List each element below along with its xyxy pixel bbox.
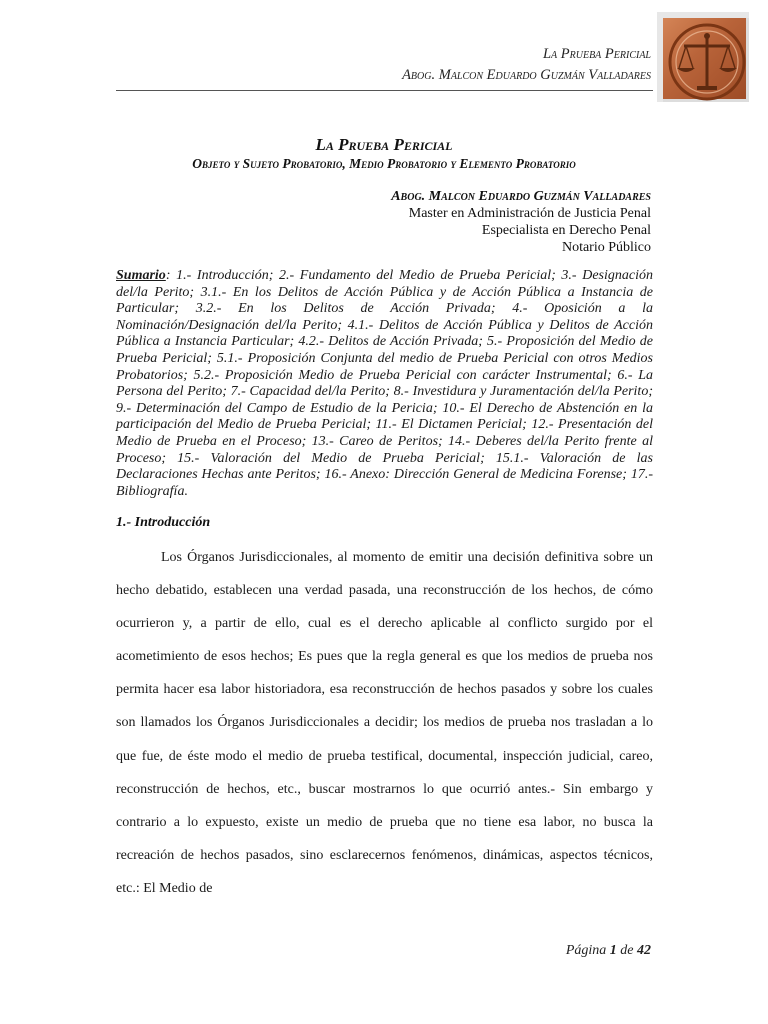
summary-text: : 1.- Introducción; 2.- Fundamento del Medio de Prueba Pericial; 3.- Designación del/la Perito; 3.1.- En los Delitos de Acción Pública y de Acción Pública a Instancia de Particular; 3.2.- En los Delitos de Acción Privada; 4.- Oposición a la Nominación/Designación del/la Perito; 4.1.- Delitos de Acción Pública y Delitos de Acción Pública a Instancia Particular; 4.2.- Delitos de Acción Privada; 5.- Proposición del Medio de Prueba Pericial; 5.1.- Proposición Conjunta del medio de Prueba Pericial con otros Medios Probatorios; 5.2.- Proposición Medio de Prueba Pericial con carácter Instrumental; 6.- La Persona del Perito; 7.- Capacidad del/la Perito; 8.- Investidura y Juramentación del/la Perito; 9.- Determinación del Campo de Estudio de la Pericia; 10.- El Derecho de Abstención en la participación del Medio de Prueba Pericial; 11.- El Dictamen Pericial; 12.- Presentación del Medio de Prueba en el Proceso; 13.- Careo de Peritos; 14.- Deberes del/la Perito frente al Proceso; 15.- Valoración del Medio de Prueba Pericial; 15.1.- Valoración de las Declaraciones Hechas ante Peritos; 16.- Anexo: Dirección General de Medicina Forense; 17.- Bibliografía.: [116, 268, 653, 499]
header-divider: [116, 90, 653, 91]
summary-label: Sumario: [116, 268, 166, 283]
document-title: La Prueba Pericial: [315, 135, 453, 154]
page-footer: [566, 943, 651, 959]
summary: [116, 268, 653, 500]
body-paragraph: [116, 541, 653, 905]
logo-frame: [657, 12, 749, 102]
of-label: de: [620, 943, 634, 958]
paragraph-text: Los Órganos Jurisdiccionales, al momento de emitir una decisión definitiva sobre un hecho debatido, establecen una verdad pasada, una reconstrucción de los hechos, de cómo ocurrieron y, a partir de ello, cual es el derecho aplicable al conflicto surgido por el acometimiento de esos hechos; Es pues que la regla general es que los medios de prueba nos permita hacer esa labor historiadora, esa reconstrucción de hechos pasados y sobre los cuales son llamados los Órganos Jurisdiccionales a decidir; los medios de prueba nos trasladan a lo que fue, de éste modo el medio de prueba testifical, documental, inspección judicial, careo, reconstrucción de hechos, etc., buscar mostrarnos lo que ocurrió antes.- Sin embargo y contrario a lo expuesto, existe un medio de prueba que no tiene esa labor, no busca la recreación de hechos pasados, sino esclarecernos fenómenos, dinámicas, aspectos técnicos, etc.: El Medio de: [116, 550, 653, 896]
section-heading: 1.- Introducción: [116, 515, 211, 530]
author-block: [391, 188, 651, 256]
header-author: Abog. Malcon Eduardo Guzmán Valladares: [402, 67, 651, 83]
document-subtitle: Objeto y Sujeto Probatorio, Medio Probatorio y Elemento Probatorio: [192, 156, 576, 171]
scales-of-justice-icon: [657, 12, 749, 102]
author-credential: Especialista en Derecho Penal: [481, 223, 651, 238]
page-label: Página: [565, 943, 607, 958]
author-credential: Master en Administración de Justicia Penal: [408, 206, 651, 221]
header-title: La Prueba Pericial: [542, 46, 651, 62]
page-number: 1: [609, 943, 617, 958]
page-total: 42: [637, 943, 651, 958]
running-header: [402, 44, 651, 86]
author-credential: Notario Público: [561, 240, 651, 255]
author-name: Abog. Malcon Eduardo Guzmán Valladares: [391, 189, 651, 204]
